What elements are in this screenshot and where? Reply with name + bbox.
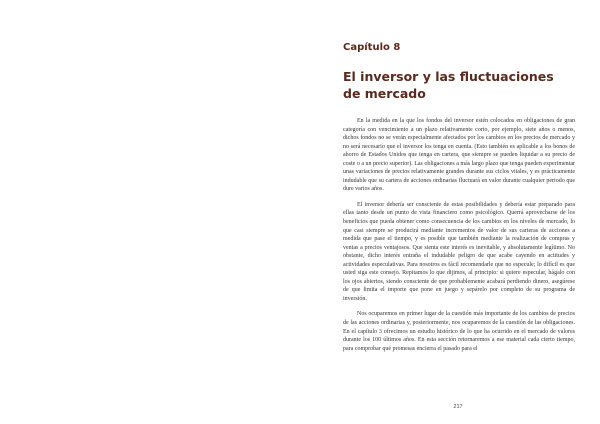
chapter-label: Capítulo 8	[343, 42, 401, 53]
paragraph-1: En la medida en la que los fondos del inversor estén colocados en obligaciones de gran categoría con vencimiento a un plazo relativamente corto, por ejemplo, siete años o menos, dichos fondos no se verán especialmente afectados por los cambios en los precios de mercado y no será necesario que el inversor los tenga en cuenta. (Esto también es aplicable a los bonos de ahorro de Estados Unidos que tenga en cartera, que siempre se pueden liquidar a su precio de coste o a un precio superior). Las obligaciones a más largo plazo que tenga pueden experimentar unas variaciones de precios relativamente grandes durante sus ciclos vitales, y es prácticamente indudable que su cartera de acciones ordinarias fluctuará en valor durante cualquier periodo que dure varios años.	[343, 118, 575, 193]
paragraph-3: Nos ocuparemos en primer lugar de la cuestión más importante de los cambios de precios de las acciones ordinarias y, posteriormente, nos ocuparemos de la cuestión de las obligaciones. En el capítulo 3 ofrecimos un estudio histórico de lo que ha ocurrido en el mercado de valores durante los 100 últimos años. En esta sección retornaremos a ese material cada cierto tiempo, para comprobar qué promesas encierra el pasado para el	[343, 311, 575, 352]
paragraph-2: El inversor debería ser consciente de estas posibilidades y debería estar preparado para ellas tanto desde un punto de vista financiero como psicológico. Querrá aprovecharse de los beneficios que pueda obtener como consecuencia de los cambios en los niveles de mercado, lo que casi siempre se producirá mediante incrementos de valor de sus carteras de acciones a medida que pase el tiempo, y es posible que también mediante la realización de compras y ventas a precios ventajosos. Que sienta este interés es inevitable, y absolutamente legítimo. No obstante, dicho interés entraña el indudable peligro de que acabe cayendo en actitudes y actividades especulativas. Para nosotros es fácil recomendarle que no especule; lo difícil es que usted siga este consejo. Repitamos lo que dijimos, al principio: si quiere especular, hágalo con los ojos abiertos, siendo consciente de que probablemente acabará perdiendo dinero, asegúrese de que limita el importe que pone en juego y sepárelo por completo de su programa de inversión.	[343, 201, 575, 302]
chapter-title: El inversor y las fluctuaciones de mercado	[343, 69, 554, 101]
body-text	[343, 117, 575, 360]
page-number: 217	[453, 404, 463, 410]
